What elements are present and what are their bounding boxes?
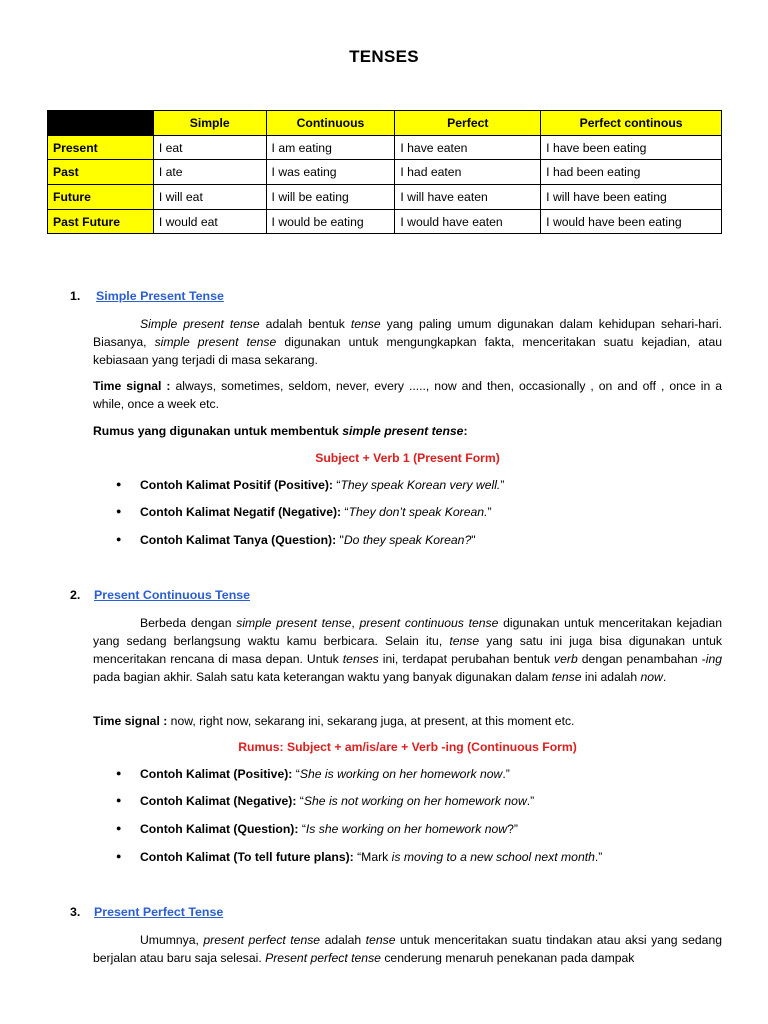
list-item: ● Contoh Kalimat Negatif (Negative): “They don’t speak Korean.” <box>116 505 492 519</box>
section-number: 2. <box>70 588 81 602</box>
table-cell: I would be eating <box>266 209 395 234</box>
bullet-icon: ● <box>116 823 122 833</box>
table-row-label: Present <box>48 135 154 160</box>
table-corner-cell <box>48 111 154 136</box>
table-cell: I ate <box>153 160 266 185</box>
present-continuous-tense-link[interactable]: Present Continuous Tense <box>94 588 251 602</box>
tenses-table <box>47 110 722 234</box>
bullet-icon: ● <box>116 795 122 805</box>
table-row <box>48 160 722 185</box>
list-item: ● Contoh Kalimat Tanya (Question): "Do they speak Korean?" <box>116 533 476 547</box>
bullet-icon: ● <box>116 534 122 544</box>
section-number: 1. <box>70 289 81 303</box>
table-cell: I will have eaten <box>395 185 541 210</box>
formula-present-continuous: Rumus: Subject + am/is/are + Verb -ing (Continuous Form) <box>238 740 577 754</box>
list-item: ● Contoh Kalimat (Negative): “She is not working on her homework now.” <box>116 794 535 808</box>
table-header: Perfect <box>395 111 541 136</box>
table-cell: I would have eaten <box>395 209 541 234</box>
section-heading-present-continuous <box>70 588 250 602</box>
table-cell: I was eating <box>266 160 395 185</box>
simple-present-paragraph: Simple present tense adalah bentuk tense yang paling umum digunakan dalam kehidupan sehari-hari. Biasanya, simple present tense digunakan untuk mengungkapkan fakta, menceritakan suatu kejadian, atau kebiasaan yang terjadi di masa sekarang. <box>93 317 722 367</box>
table-cell: I would have been eating <box>541 209 722 234</box>
table-cell: I eat <box>153 135 266 160</box>
list-item: ● Contoh Kalimat (Question): “Is she working on her homework now?” <box>116 822 518 836</box>
table-cell: I had eaten <box>395 160 541 185</box>
rumus-simple-present: Rumus yang digunakan untuk membentuk simple present tense: <box>93 424 468 438</box>
bullet-icon: ● <box>116 506 122 516</box>
table-row <box>48 135 722 160</box>
present-perfect-paragraph: Umumnya, present perfect tense adalah tense untuk menceritakan suatu tindakan atau aksi yang sedang berjalan atau baru saja selesai. Present perfect tense cenderung menaruh penekanan pada dampak <box>93 933 722 965</box>
table-cell: I will have been eating <box>541 185 722 210</box>
table-cell: I would eat <box>153 209 266 234</box>
table-header: Continuous <box>266 111 395 136</box>
table-header: Simple <box>153 111 266 136</box>
table-cell: I have been eating <box>541 135 722 160</box>
time-signal-simple-present: Time signal : always, sometimes, seldom, never, every ....., now and then, occasionally , on and off , once in a while, once a week etc. <box>93 379 722 411</box>
section-heading-simple-present <box>70 289 224 303</box>
list-item: ● Contoh Kalimat (Positive): “She is working on her homework now.” <box>116 767 510 781</box>
time-signal-present-continuous: Time signal : now, right now, sekarang ini, sekarang juga, at present, at this moment etc. <box>93 714 575 728</box>
table-header: Perfect continous <box>541 111 722 136</box>
table-cell: I had been eating <box>541 160 722 185</box>
section-heading-present-perfect <box>70 905 223 919</box>
table-row-label: Past <box>48 160 154 185</box>
table-header-row <box>48 111 722 136</box>
table-row <box>48 209 722 234</box>
table-cell: I am eating <box>266 135 395 160</box>
table-cell: I have eaten <box>395 135 541 160</box>
bullet-icon: ● <box>116 768 122 778</box>
present-continuous-paragraph: Berbeda dengan simple present tense, present continuous tense digunakan untuk menceritakan kejadian yang sedang berlangsung waktu kamu berbicara. Selain itu, tense yang satu ini juga bisa digunakan untuk menceritakan rencana di masa depan. Untuk tenses ini, terdapat perubahan bentuk verb dengan penambahan -ing pada bagian akhir. Salah satu kata keterangan waktu yang banyak digunakan dalam tense ini adalah now. <box>93 616 722 684</box>
table-row-label: Past Future <box>48 209 154 234</box>
bullet-icon: ● <box>116 479 122 489</box>
list-item: ● Contoh Kalimat (To tell future plans): “Mark is moving to a new school next month.” <box>116 850 603 864</box>
simple-present-tense-link[interactable]: Simple Present Tense <box>96 289 224 303</box>
table-cell: I will eat <box>153 185 266 210</box>
list-item: ● Contoh Kalimat Positif (Positive): “They speak Korean very well.” <box>116 478 505 492</box>
section-number: 3. <box>70 905 81 919</box>
present-perfect-tense-link[interactable]: Present Perfect Tense <box>94 905 224 919</box>
table-row-label: Future <box>48 185 154 210</box>
formula-simple-present: Subject + Verb 1 (Present Form) <box>315 451 500 465</box>
table-cell: I will be eating <box>266 185 395 210</box>
bullet-icon: ● <box>116 851 122 861</box>
page-title: TENSES <box>349 47 419 66</box>
table-row <box>48 185 722 210</box>
